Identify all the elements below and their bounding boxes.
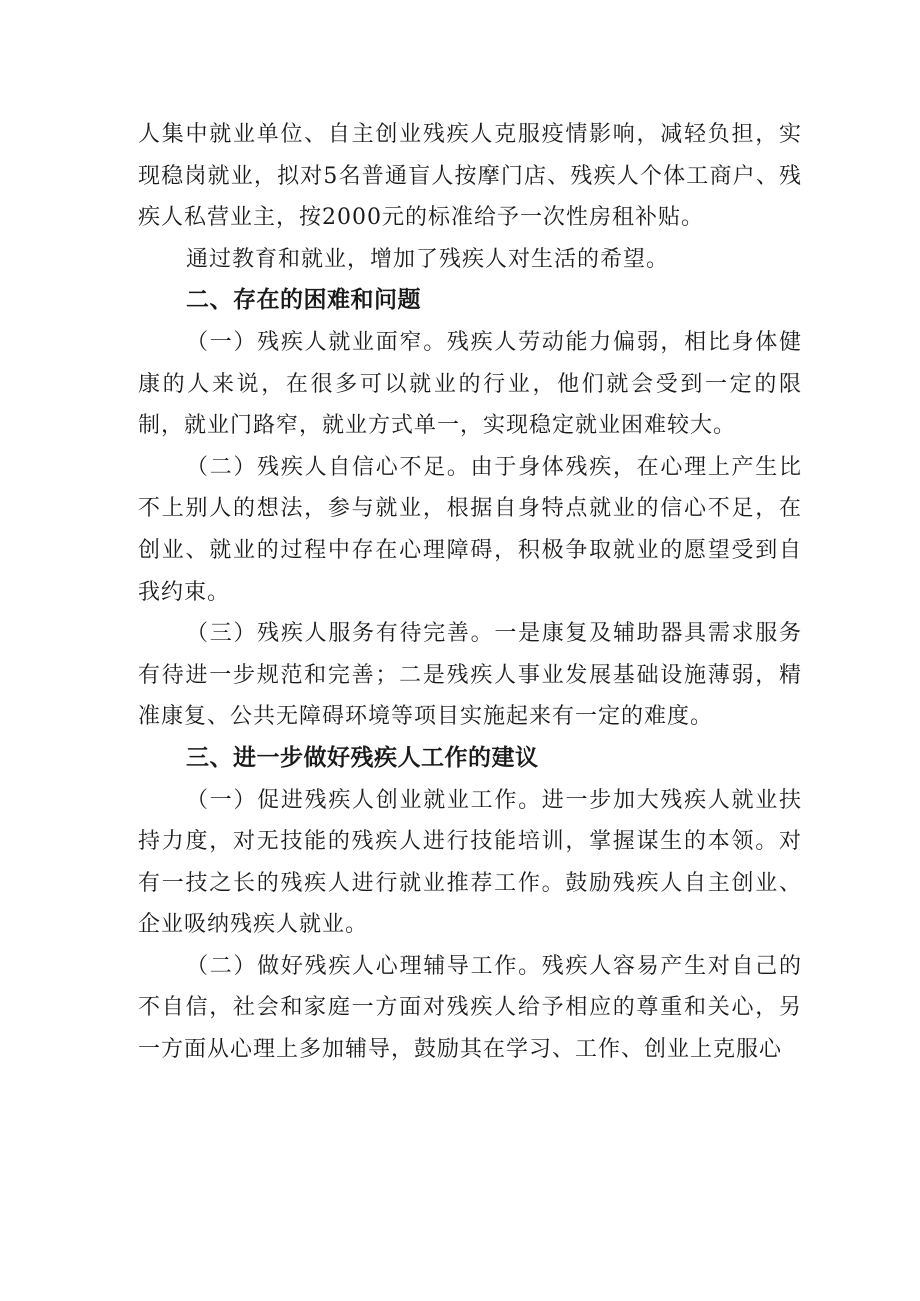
paragraph-services-improve: （三）残疾人服务有待完善。一是康复及辅助器具需求服务有待进一步规范和完善；二是残疾人事业发展基础设施薄弱，精准康复、公共无障碍环境等项目实施起来有一定的难度。 bbox=[138, 621, 802, 730]
paragraph-psychological-counseling: （二）做好残疾人心理辅导工作。残疾人容易产生对自己的不自信，社会和家庭一方面对残疾人给予相应的尊重和关心，另一方面从心理上多加辅导，鼓励其在学习、工作、创业上克服心 bbox=[138, 953, 802, 1063]
document-body bbox=[138, 114, 802, 1071]
paragraph-promote-employment: （一）促进残疾人创业就业工作。进一步加大残疾人就业扶持力度，对无技能的残疾人进行技能培训，掌握谋生的本领。对有一技之长的残疾人进行就业推荐工作。鼓励残疾人自主创业、企业吸纳残疾人就业。 bbox=[138, 787, 802, 938]
paragraph-continuation: 人集中就业单位、自主创业残疾人克服疫情影响，减轻负担，实现稳岗就业，拟对5名普通盲人按摩门店、残疾人个体工商户、残疾人私营业主，按2000元的标准给予一次性房租补贴。 bbox=[138, 122, 802, 231]
paragraph-narrow-employment: （一）残疾人就业面窄。残疾人劳动能力偏弱，相比身体健康的人来说，在很多可以就业的行业，他们就会受到一定的限制，就业门路窄，就业方式单一，实现稳定就业困难较大。 bbox=[138, 329, 802, 439]
section-heading-difficulties: 二、存在的困难和问题 bbox=[186, 287, 421, 314]
paragraph-education-employment: 通过教育和就业，增加了残疾人对生活的希望。 bbox=[186, 246, 670, 272]
section-heading-suggestions: 三、进一步做好残疾人工作的建议 bbox=[186, 744, 539, 771]
paragraph-lack-confidence: （二）残疾人自信心不足。由于身体残疾，在心理上产生比不上别人的想法，参与就业，根据自身特点就业的信心不足，在创业、就业的过程中存在心理障碍，积极争取就业的愿望受到自我约束。 bbox=[138, 454, 802, 605]
